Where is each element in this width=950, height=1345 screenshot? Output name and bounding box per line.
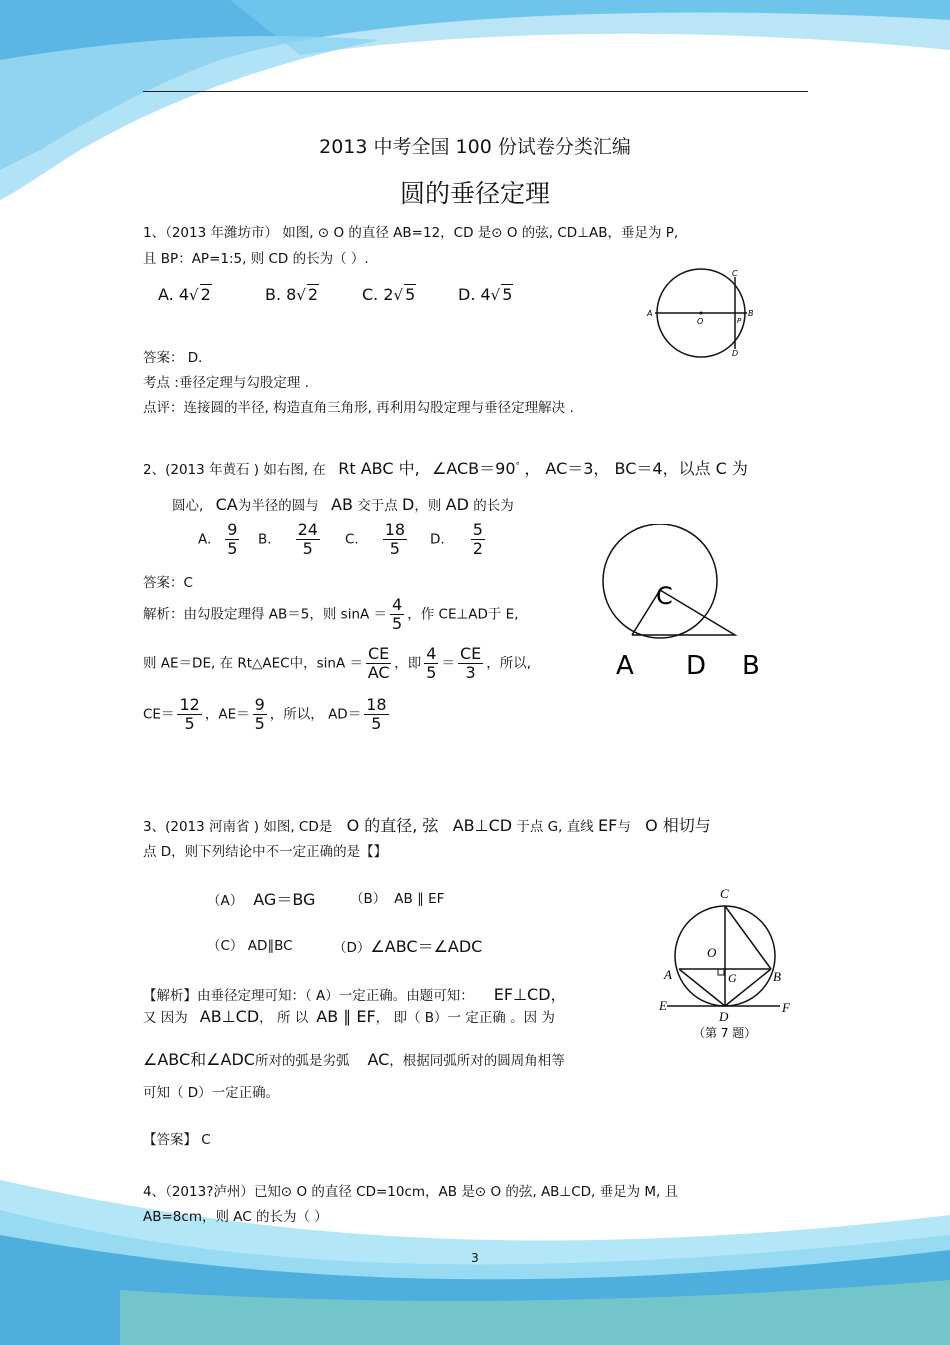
q2-option-d: D. $\frac{5}{2}$ xyxy=(430,520,483,558)
q3-solution-line1: 【解析】由垂径定理可知：（ A）一定正确。由题可知： EF⊥CD， xyxy=(143,985,567,1004)
q1-label-o: O xyxy=(697,317,704,326)
q2-label-d: D xyxy=(686,651,707,681)
q1-answer: 答案： D． xyxy=(143,350,212,366)
q3-line1: 3、(2013 河南省 ) 如图, CD是 O 的直径, 弦 AB⊥CD 于点 G, 直线 EF与 O 相切与 xyxy=(143,816,711,835)
q3-solution-line3: ∠ABC和∠ADC所对的弧是劣弧 AC，根据同弧所对的圆周角相等 xyxy=(143,1050,565,1069)
q2-solution-line3: CE＝ $\frac{12}{5}$ ，AE＝ $\frac{9}{5}$ ，所以， AD＝ $\frac{18}{5}$ xyxy=(143,695,387,733)
q1-line1: 1、（2013 年潍坊市） 如图, ⊙ O 的直径 AB=12，CD 是⊙ O 的弦, CD⊥AB，垂足为 P, xyxy=(143,225,679,241)
q1-line2: 且 BP：AP=1:5, 则 CD 的长为（ ）. xyxy=(143,251,369,267)
q4-line2: AB=8cm，则 AC 的长为（ ） xyxy=(143,1209,328,1225)
q3-label-e: E xyxy=(659,998,667,1013)
q3-solution-line4: 可知（ D）一定正确。 xyxy=(143,1085,280,1101)
q2-answer: 答案：C xyxy=(143,575,193,591)
q3-line-cb xyxy=(725,906,771,969)
q2-circle xyxy=(603,524,717,638)
q1-label-c: C xyxy=(732,269,738,278)
q2-label-a: A xyxy=(616,651,634,681)
q2-label-c: C xyxy=(656,582,673,610)
q1-dianping: 点评：连接圆的半径, 构造直角三角形, 再利用勾股定理与垂径定理解决 . xyxy=(143,400,574,416)
q1-option-d: D. 4√ 5 xyxy=(458,285,513,304)
q2-option-b: B. $\frac{24}{5}$ xyxy=(258,520,318,558)
q2-option-c: C. $\frac{18}{5}$ xyxy=(345,520,406,558)
top-swoosh-mid xyxy=(230,0,950,55)
header-rule xyxy=(143,91,808,92)
q3-option-b: （B） AB ∥ EF xyxy=(350,891,445,907)
q1-label-d: D xyxy=(732,349,739,358)
q1-option-c: C. 2√ 5 xyxy=(362,285,416,304)
q3-right-angle-mark xyxy=(718,969,724,975)
q3-option-a: （A） AG＝BG xyxy=(207,890,316,909)
q1-option-b: B. 8√ 2 xyxy=(265,285,319,304)
q2-solution-line1: 解析：由勾股定理得 AB＝5，则 sinA ＝ $\frac{4}{5}$ ，作 CE⊥AD于 E, xyxy=(143,595,519,633)
q2-option-a: A. $\frac{9}{5}$ xyxy=(198,520,238,558)
page-number: 3 xyxy=(471,1251,479,1265)
q3-option-d: （D）∠ABC＝∠ADC xyxy=(333,937,483,956)
section-title: 圆的垂径定理 xyxy=(399,179,550,208)
q3-label-f: F xyxy=(782,1000,790,1015)
q1-label-b: B xyxy=(748,309,754,318)
q3-figure xyxy=(655,884,800,1044)
q2-line2: 圆心, CA为半径的圆与 AB 交于点 D，则 AD 的长为 xyxy=(172,495,514,514)
q3-label-g: G xyxy=(728,971,737,985)
q3-label-a: A xyxy=(664,967,672,982)
q2-figure xyxy=(598,524,778,684)
q2-solution-line2: 则 AE＝DE, 在 Rt△AEC中，sinA ＝ $\frac{CE}{AC}$ ，即 $\frac{4}{5}$ ＝ $\frac{CE}{3}$ ，所以, xyxy=(143,644,532,682)
q4-line1: 4、（2013?泸州）已知⊙ O 的直径 CD=10cm，AB 是⊙ O 的弦, AB⊥CD, 垂足为 M, 且 xyxy=(143,1184,679,1200)
q3-label-d: D xyxy=(719,1009,729,1024)
q1-figure xyxy=(645,265,760,365)
q3-label-o: O xyxy=(707,945,717,960)
q3-solution-line2: 又 因为 AB⊥CD， 所 以 AB ∥ EF， 即（ B）一 定正确 。因 为 xyxy=(143,1007,555,1026)
q3-option-c: （C） AD∥BC xyxy=(207,938,293,954)
q1-center-dot xyxy=(700,312,703,315)
q3-line2: 点 D，则下列结论中不一定正确的是【】 xyxy=(143,844,388,860)
q3-label-c: C xyxy=(720,886,729,901)
q2-line1: 2、(2013 年黄石 ) 如右图, 在 Rt ABC 中, ∠ACB＝90° ， AC＝3， BC＝4，以点 C 为 xyxy=(143,459,748,478)
q1-label-a: A xyxy=(647,309,653,318)
q1-option-a: A. 4√ 2 xyxy=(158,285,211,304)
q3-figure-caption: （第 7 题） xyxy=(693,1026,757,1040)
q3-answer: 【答案】 C xyxy=(143,1132,211,1148)
q1-label-p: P xyxy=(737,317,742,325)
q2-triangle xyxy=(632,590,735,635)
q3-label-b: B xyxy=(773,969,781,984)
q2-label-b: B xyxy=(742,651,760,681)
q1-kaodian: 考点 :垂径定理与勾股定理 . xyxy=(143,375,309,391)
document-title: 2013 中考全国 100 份试卷分类汇编 xyxy=(319,136,631,158)
